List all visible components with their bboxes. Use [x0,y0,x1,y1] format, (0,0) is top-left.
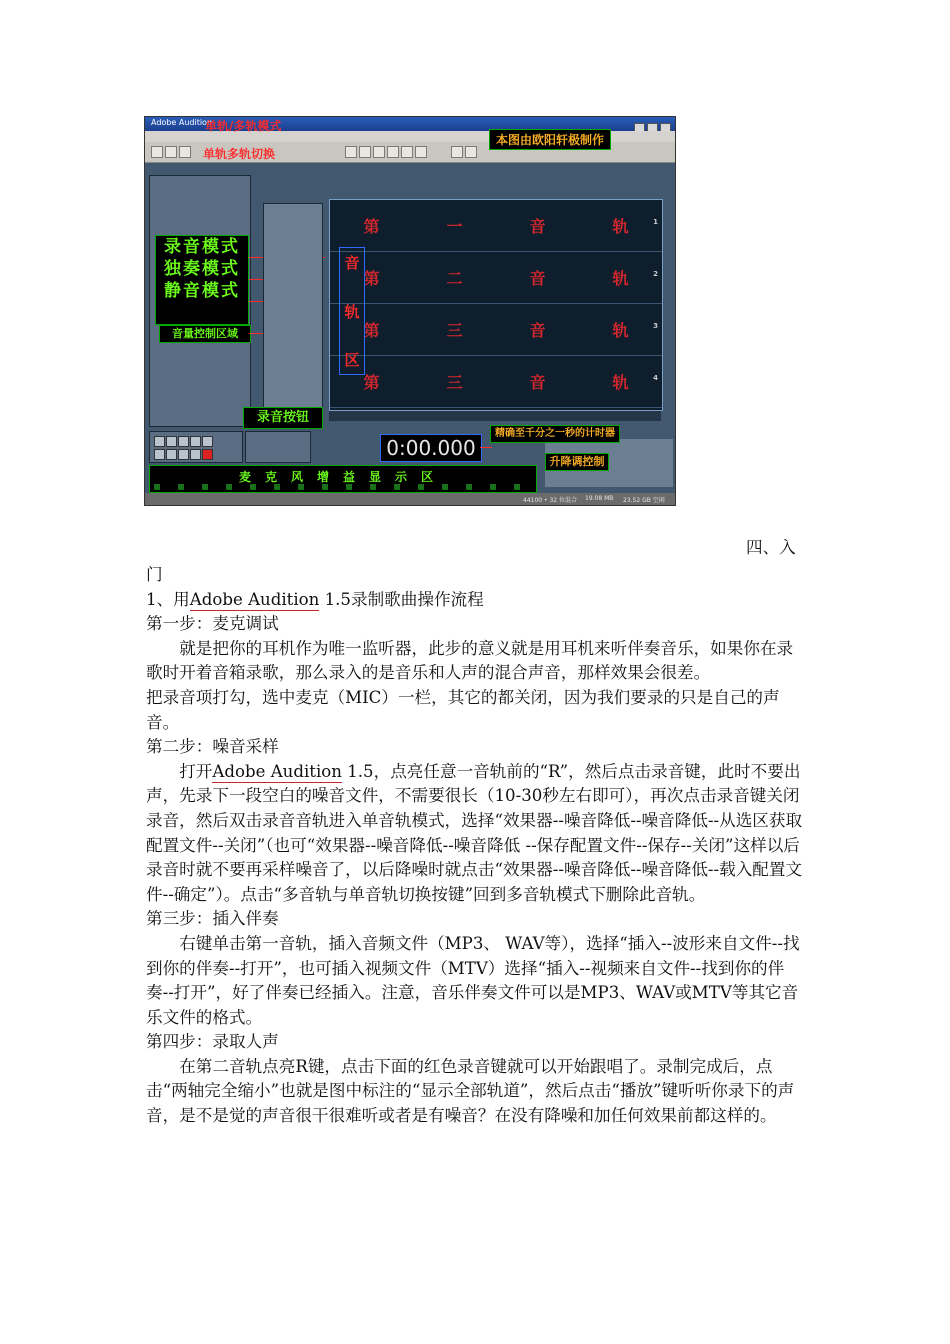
track-2-char: 二 [446,269,463,288]
go-start-icon[interactable] [154,449,165,460]
track-3-char: 三 [446,321,463,340]
toolbar-button[interactable] [179,146,191,158]
multitrack-char: 轨 [344,302,360,321]
track-3[interactable] [330,304,662,356]
pause-icon[interactable] [178,436,189,447]
toolbar-button[interactable] [387,146,399,158]
item-1-suffix: 1.5录制歌曲操作流程 [319,589,484,609]
toolbar-button[interactable] [451,146,463,158]
track-3-char: 音 [529,321,546,340]
audition-screenshot [144,116,676,506]
step-2-prefix: 打开 [179,761,213,781]
step-1-title: 第一步：麦克调试 [146,614,279,634]
meter-scale [154,484,525,490]
toolbar-button[interactable] [373,146,385,158]
track-2[interactable] [330,252,662,304]
section-heading-part-a: 四、入 [746,538,796,557]
track-4-char: 三 [446,373,463,392]
document-body [146,563,806,1129]
author-banner: 本图由欧阳轩极制作 [489,129,611,150]
mute-mode-label: 静音模式 [164,281,240,301]
stop-icon[interactable] [154,436,165,447]
mic-level-meter [149,465,537,493]
callout-track-switch: 单轨多轨切换 [203,147,276,161]
toolbar-button[interactable] [415,146,427,158]
track-number: 4 [653,374,658,382]
time-display: 0:00.000 [380,434,482,462]
record-icon[interactable] [202,449,213,460]
record-mode-label: 录音模式 [164,237,240,257]
step-2-paragraph [146,760,806,908]
solo-mode-label: 独奏模式 [164,259,240,279]
multitrack-region-label [339,247,365,375]
status-bar [145,493,675,505]
window-title: Adobe Audition [151,118,213,127]
mic-meter-label: 麦克风增益显示区 [238,470,447,484]
track-1-char: 轨 [612,217,629,236]
track-1-char: 一 [446,217,463,236]
track-headers [263,203,323,413]
step-3-title: 第三步：插入伴奏 [146,909,279,929]
loop-icon[interactable] [202,436,213,447]
step-2-title: 第二步：噪音采样 [146,737,279,757]
leader-line [480,447,492,448]
item-1-title [146,588,806,613]
transport-controls [149,431,243,463]
adobe-audition-link[interactable]: Adobe Audition [189,589,320,609]
toolbar-button[interactable] [401,146,413,158]
toolbar-button[interactable] [151,146,163,158]
status-format: 44100 • 32 位混合 [523,497,577,504]
track-2-char: 第 [363,269,380,288]
track-1[interactable] [330,200,662,252]
status-free: 23.52 GB 空闲 [623,497,665,504]
toolbar-button[interactable] [165,146,177,158]
toolbar-button[interactable] [345,146,357,158]
track-1-char: 音 [529,217,546,236]
section-heading-part-b: 门 [146,565,163,584]
record-button-label: 录音按钮 [243,407,323,429]
fast-forward-icon[interactable] [178,449,189,460]
item-1-prefix: 1、用 [146,589,190,609]
zoom-controls [245,431,311,463]
mode-legend [155,235,249,325]
multitrack-char: 区 [344,351,360,369]
track-3-char: 第 [363,321,380,340]
step-2-rest: 1.5，点亮任意一音轨前的“R”，然后点击录音键，此时不要出声，先录下一段空白的噪音文件，不需要很长（10-30秒左右即可），再次点击录音键关闭录音，然后双击录音音轨进入单音轨模式，选择“效果器--噪音降低--噪音降低--从选区获取配置文件--关闭”（也可“效果器--噪音降低--噪音降低 --保存配置文件--保存--关闭”这样以后录音时就不要再采样噪音了，以后降噪时就点击“效果器--噪音降低--噪音降低--载入配置文件--确定”）。点击“多音轨与单音轨切换按键”回到多音轨模式下删除此音轨。 [146,761,803,904]
track-2-char: 轨 [612,269,629,288]
time-ruler[interactable] [329,411,661,421]
track-number: 3 [653,322,658,330]
volume-area-label: 音量控制区域 [159,325,251,343]
track-number: 2 [653,270,658,278]
go-end-icon[interactable] [190,449,201,460]
step-1-paragraph-1: 就是把你的耳机作为唯一监听器，此步的意义就是用耳机来听伴奏音乐，如果你在录歌时开着音箱录歌，那么录入的是音乐和人声的混合声音，那样效果会很差。 [146,638,794,683]
play-icon[interactable] [166,436,177,447]
track-4-char: 音 [529,373,546,392]
multitrack-char: 音 [344,254,360,272]
rewind-icon[interactable] [166,449,177,460]
step-4-title: 第四步：录取人声 [146,1032,279,1052]
tempo-label: 升降调控制 [545,453,609,471]
toolbar-button[interactable] [465,146,477,158]
track-4[interactable] [330,356,662,408]
play-from-cursor-icon[interactable] [190,436,201,447]
callout-mode-switch: 单轨/多轨模式 [205,119,282,133]
timer-label: 精确至千分之一秒的计时器 [490,425,620,443]
multitrack-area [329,199,663,411]
track-1-char: 第 [363,217,380,236]
step-4-paragraph: 在第二音轨点亮R键，点击下面的红色录音键就可以开始跟唱了。录制完成后，点击“两轴完全缩小”也就是图中标注的“显示全部轨道”，然后点击“播放”键听听你录下的声音，是不是觉的声音很干很难听或者是有噪音？在没有降噪和加任何效果前都这样的。 [146,1056,795,1126]
step-3-paragraph: 右键单击第一音轨，插入音频文件（MP3、 WAV等），选择“插入--波形来自文件--找到你的伴奏--打开”，也可插入视频文件（MTV）选择“插入--视频来自文件--找到你的伴奏--打开”，好了伴奏已经插入。注意，音乐伴奏文件可以是MP3、WAV或MTV等其它音乐文件的格式。 [146,933,800,1027]
track-3-char: 轨 [612,321,629,340]
track-4-char: 轨 [612,373,629,392]
adobe-audition-link[interactable]: Adobe Audition [212,761,342,781]
track-2-char: 音 [529,269,546,288]
step-1-paragraph-2: 把录音项打勾，选中麦克（MIC）一栏，其它的都关闭，因为我们要录的只是自己的声音。 [146,687,780,732]
track-number: 1 [653,218,658,226]
track-4-char: 第 [363,373,380,392]
toolbar-button[interactable] [359,146,371,158]
status-size: 19.08 MB [585,495,614,502]
